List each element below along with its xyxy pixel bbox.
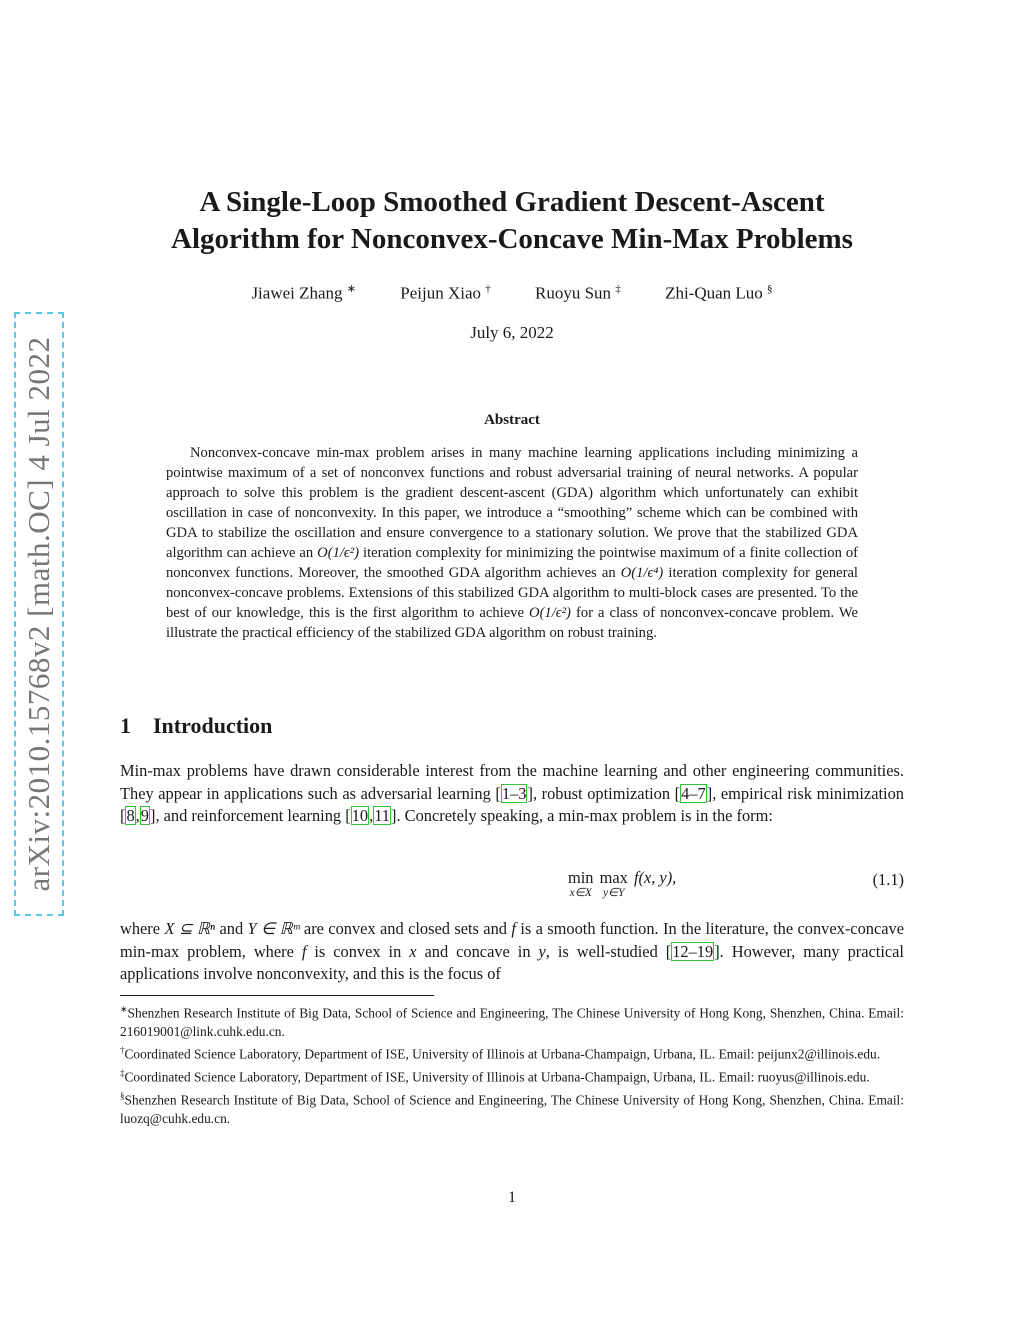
citation: [8,9] — [120, 806, 156, 825]
author — [251, 282, 356, 304]
paper-title — [100, 184, 924, 258]
operator-label: min — [568, 868, 594, 887]
paragraph-text: . However, many practical applications involve nonconvexity, and this is the focus of — [120, 941, 904, 983]
intro-paragraph — [120, 918, 904, 986]
paragraph-text: Min-max problems have drawn considerable interest from the machine learning and other engineering communities. They appear in applications such as adversarial learning — [120, 761, 904, 803]
author-footnote-mark[interactable]: § — [767, 283, 773, 295]
footnote-mark: † — [120, 1045, 125, 1056]
footnote-mark: § — [120, 1091, 125, 1102]
citation-link[interactable]: 1–3 — [501, 783, 527, 803]
footnote — [120, 1041, 904, 1064]
inline-math: x — [409, 941, 417, 961]
arxiv-stamp[interactable] — [14, 312, 64, 916]
page-number: 1 — [508, 1189, 516, 1206]
intro-paragraph — [120, 760, 904, 828]
paragraph-text: is a smooth function. In the literature, the convex-concave min-max problem, where — [120, 919, 904, 961]
math-complexity: O(1/ϵ⁴) — [620, 565, 664, 581]
abstract-text: iteration complexity for general nonconvex-concave problems. Extensions of this stabilized GDA algorithm to multi-block cases are presented. To the best of our knowledge, this is the first algorithm to achieve — [166, 565, 858, 621]
author — [665, 283, 772, 304]
paragraph-text: where — [120, 919, 161, 938]
paragraph-text: are convex and closed sets and — [303, 919, 507, 938]
citation-link[interactable]: 8 — [126, 806, 135, 825]
citation: [10,11] — [345, 806, 397, 825]
inline-math: f — [511, 919, 516, 938]
paper-date: July 6, 2022 — [470, 323, 554, 342]
citation-link[interactable]: 9 — [140, 806, 149, 825]
paragraph-text: and — [219, 919, 244, 938]
min-operator — [568, 868, 594, 899]
title-line-2: Algorithm for Nonconvex-Concave Min-Max Problems — [171, 223, 853, 255]
section-number: 1 — [120, 713, 131, 738]
section-heading — [120, 713, 272, 739]
equation-number: (1.1) — [872, 870, 904, 889]
equation-body — [568, 868, 676, 899]
footnote — [120, 1000, 904, 1041]
paragraph-text: , robust optimization — [532, 783, 671, 803]
arxiv-identifier[interactable]: arXiv:2010.15768v2 [math.OC] 4 Jul 2022 — [21, 336, 56, 892]
math-complexity: O(1/ϵ²) — [529, 605, 571, 621]
footnote-divider — [120, 995, 434, 996]
abstract-text: Nonconvex-concave min-max problem arises in many machine learning applications including minimizing a pointwise maximum of a set of nonconvex functions and robust adversarial training of neural networks. A popular approach to solve this problem is the gradient descent-ascent (GDA) algorithm which unfortunately can exhibit oscillation in case of nonconvexity. In this paper, we introduce a “smoothing” scheme which can be combined with GDA to stabilize the oscillation and ensure convergence to a stationary solution. We prove that the stabilized GDA algorithm can achieve an — [166, 445, 858, 561]
citation: [4–7] — [674, 783, 713, 803]
citation: [12–19] — [665, 941, 720, 961]
footnote-mark: ∗ — [120, 1004, 128, 1014]
section-title: Introduction — [153, 713, 273, 738]
abstract-heading: Abstract — [484, 412, 540, 428]
author — [535, 283, 621, 304]
author-footnote-mark[interactable]: ‡ — [615, 283, 621, 295]
equation-1-1 — [120, 868, 904, 902]
citation-link[interactable]: 10 — [351, 806, 369, 825]
footnote-text: Shenzhen Research Institute of Big Data, School of Science and Engineering, The Chinese University of Hong Kong, Shenzhen, China. Email: 216019001@link.cuhk.edu.cn. — [120, 1005, 904, 1039]
math-complexity: O(1/ϵ²) — [317, 545, 360, 561]
paragraph-text: , and reinforcement learning — [155, 806, 342, 825]
footnotes — [120, 1000, 904, 1129]
author-list — [120, 282, 904, 304]
footnote-text: Shenzhen Research Institute of Big Data, School of Science and Engineering, The Chinese University of Hong Kong, Shenzhen, China. Email: luozq@cuhk.edu.cn. — [120, 1092, 904, 1127]
footnote — [120, 1087, 904, 1128]
title-line-1: A Single-Loop Smoothed Gradient Descent-Ascent — [199, 186, 825, 218]
abstract-body — [166, 443, 858, 643]
paragraph-text: and concave in — [424, 941, 531, 961]
operator-label: max — [599, 868, 628, 887]
author-name: Peijun Xiao — [400, 283, 482, 303]
operator-subscript: x∈X — [569, 887, 592, 899]
citation: [1–3] — [495, 783, 533, 803]
paragraph-text: . Concretely speaking, a min-max problem is in the form: — [396, 806, 773, 825]
author-name: Ruoyu Sun — [535, 283, 612, 303]
abstract-text: for a class of nonconvex-concave problem. We illustrate the practical efficiency of the stabilized GDA algorithm on robust training. — [166, 605, 858, 641]
citation-link[interactable]: 11 — [374, 806, 391, 825]
author-footnote-mark[interactable]: ∗ — [346, 283, 357, 295]
citation-link[interactable]: 4–7 — [681, 783, 706, 803]
footnote-text: Coordinated Science Laboratory, Department of ISE, University of Illinois at Urbana-Champaign, Urbana, IL. Email: ruoyus@illinois.edu. — [124, 1069, 870, 1085]
inline-math: Y ∈ ℝᵐ — [247, 919, 300, 938]
author-name: Jiawei Zhang — [251, 283, 343, 303]
operator-subscript: y∈Y — [602, 887, 625, 899]
footnote-text: Coordinated Science Laboratory, Department of ISE, University of Illinois at Urbana-Champaign, Urbana, IL. Email: peijunx2@illinois.edu. — [124, 1046, 881, 1062]
paragraph-text: , empirical risk minimization — [712, 783, 904, 803]
inline-math: y — [538, 941, 546, 961]
footnote-mark: ‡ — [120, 1068, 125, 1079]
citation-link[interactable]: 12–19 — [672, 941, 714, 961]
inline-math: X ⊆ ℝⁿ — [164, 919, 216, 938]
inline-math: f — [301, 941, 307, 961]
author-footnote-mark[interactable]: † — [485, 283, 491, 295]
abstract-text: iteration complexity for minimizing the pointwise maximum of a finite collection of nonconvex functions. Moreover, the smoothed GDA algorithm achieves an — [166, 545, 859, 581]
author-name: Zhi-Quan Luo — [665, 283, 763, 303]
author — [400, 283, 491, 304]
equation-expression: f(x, y), — [633, 868, 677, 887]
paragraph-text: is convex in — [314, 941, 402, 961]
footnote — [120, 1064, 904, 1087]
max-operator — [600, 868, 628, 899]
paragraph-text: , is well-studied — [545, 941, 658, 961]
